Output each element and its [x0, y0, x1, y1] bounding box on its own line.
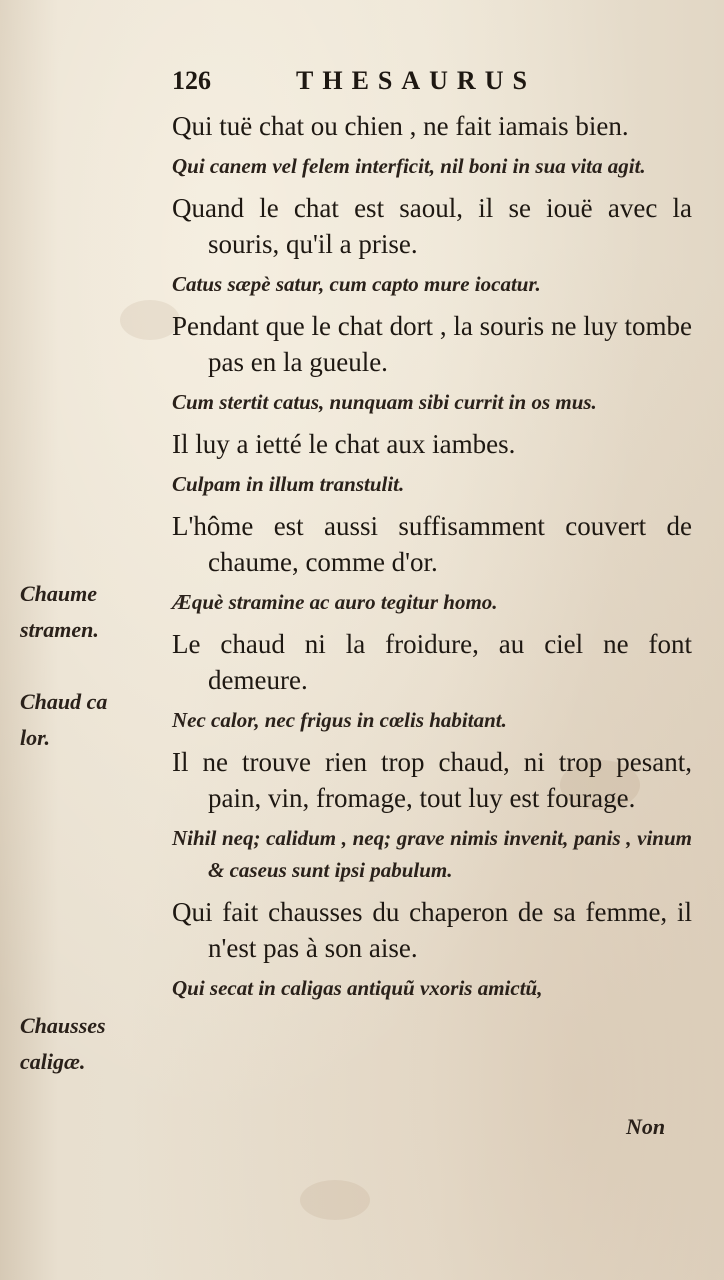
text-block [172, 108, 692, 1012]
latin-translation: Nihil neq; calidum , neq; grave nimis invenit, panis , vinum & caseus sunt ipsi pabulum. [172, 826, 692, 882]
french-proverb: Il luy a ietté le chat aux iambes. [172, 429, 516, 459]
french-proverb: Qui tuë chat ou chien , ne fait iamais bien. [172, 111, 629, 141]
catchword: Non [626, 1114, 666, 1139]
margin-note-line: caligæ. [20, 1049, 86, 1074]
page-number: 126 [172, 66, 211, 95]
running-title: THESAURUS [296, 66, 536, 95]
latin-translation: Æquè stramine ac auro tegitur homo. [172, 590, 498, 614]
french-proverb: Le chaud ni la froidure, au ciel ne font demeure. [172, 629, 692, 695]
latin-translation: Cum stertit catus, nunquam sibi currit in os mus. [172, 390, 597, 414]
french-proverb: Qui fait chausses du chaperon de sa femme, il n'est pas à son aise. [172, 897, 692, 963]
margin-note-chaud [20, 684, 165, 756]
foxing-stain [120, 300, 180, 340]
margin-note-line: Chaume [20, 581, 98, 606]
latin-translation: Qui secat in caligas antiquũ vxoris amictũ, [172, 976, 543, 1000]
margin-note-line: lor. [20, 725, 50, 750]
french-proverb: Quand le chat est saoul, il se iouë avec la souris, qu'il a prise. [172, 193, 692, 259]
latin-translation: Culpam in illum transtulit. [172, 472, 405, 496]
latin-translation: Catus sæpè satur, cum capto mure iocatur. [172, 272, 541, 296]
french-proverb: L'hôme est aussi suffisamment couvert de chaume, comme d'or. [172, 511, 692, 577]
margin-note-line: Chaud ca [20, 689, 108, 714]
margin-note-line: stramen. [20, 617, 99, 642]
french-proverb: Pendant que le chat dort , la souris ne luy tombe pas en la gueule. [172, 311, 692, 377]
foxing-stain [300, 1180, 370, 1220]
french-proverb: Il ne trouve rien trop chaud, ni trop pesant, pain, vin, fromage, tout luy est fourage. [172, 747, 692, 813]
latin-translation: Qui canem vel felem interficit, nil boni in sua vita agit. [172, 154, 646, 178]
margin-note-chaume [20, 576, 165, 648]
latin-translation: Nec calor, nec frigus in cœlis habitant. [172, 708, 507, 732]
margin-note-chausses [20, 1008, 165, 1080]
margin-note-line: Chausses [20, 1013, 106, 1038]
